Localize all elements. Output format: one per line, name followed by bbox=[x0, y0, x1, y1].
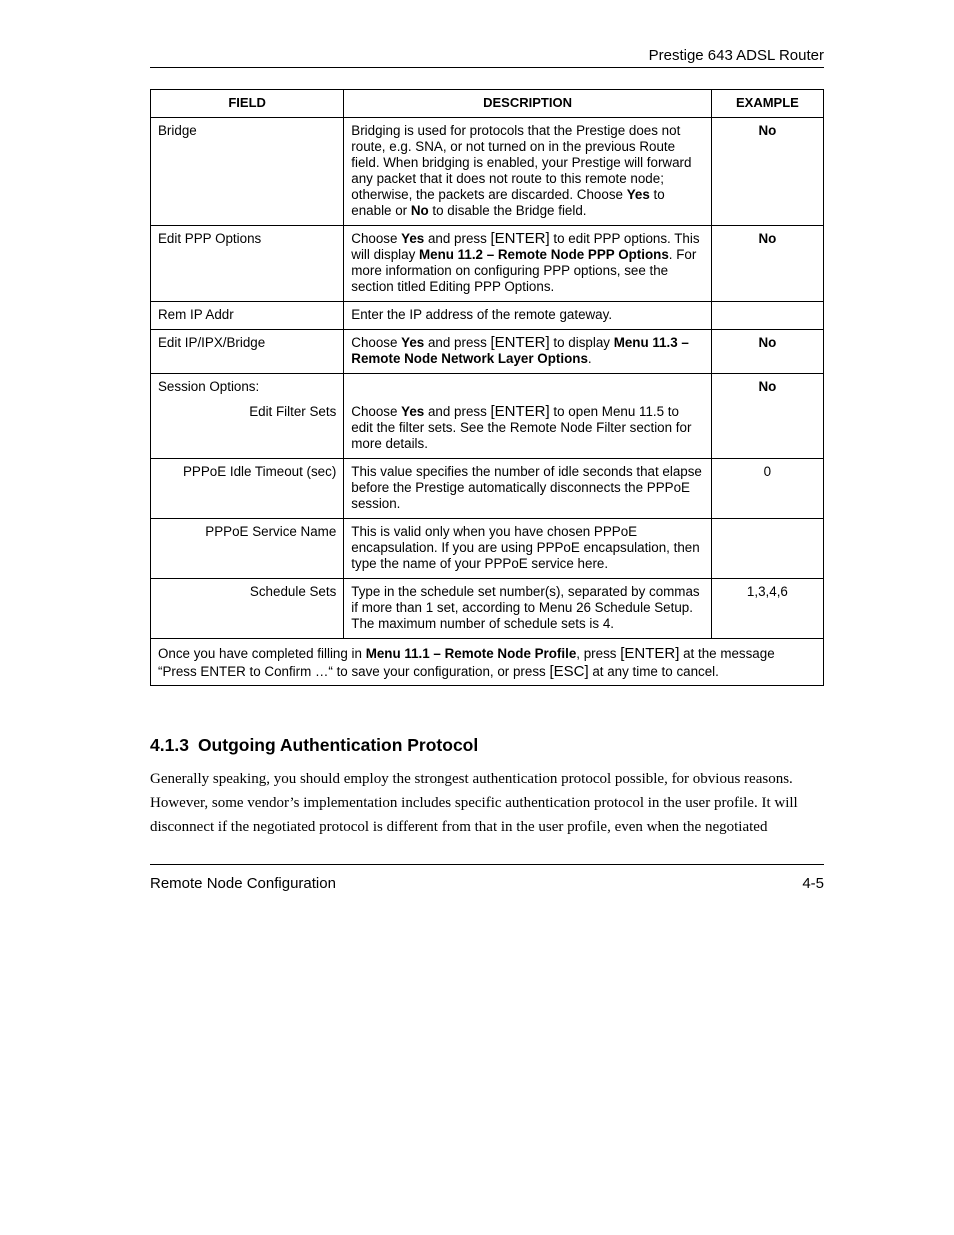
field-cell: Rem IP Addr bbox=[151, 302, 344, 330]
field-cell: Bridge bbox=[151, 118, 344, 226]
example-cell: No bbox=[711, 118, 823, 226]
field-cell: Edit PPP Options bbox=[151, 226, 344, 302]
column-header-field: FIELD bbox=[151, 90, 344, 118]
table-row bbox=[151, 302, 824, 330]
table-row bbox=[151, 459, 824, 519]
field-cell: Edit IP/IPX/Bridge bbox=[151, 330, 344, 374]
description-cell: Enter the IP address of the remote gateway. bbox=[344, 302, 712, 330]
description-cell: Type in the schedule set number(s), separated by commas if more than 1 set, according to Menu 26 Schedule Setup. The maximum number of schedule sets is 4. bbox=[344, 579, 712, 639]
table-row bbox=[151, 226, 824, 302]
example-cell bbox=[711, 519, 823, 579]
table-row bbox=[151, 118, 824, 226]
footer-page-number: 4-5 bbox=[802, 875, 824, 892]
field-description-table bbox=[150, 89, 824, 686]
field-cell: PPPoE Idle Timeout (sec) bbox=[151, 459, 344, 519]
section-title: Outgoing Authentication Protocol bbox=[197, 735, 479, 755]
table-row bbox=[151, 519, 824, 579]
page-footer bbox=[150, 864, 824, 894]
footer-chapter-title: Remote Node Configuration bbox=[150, 875, 336, 892]
description-cell: Choose Yes and press [ENTER] to open Menu 11.5 to edit the filter sets. See the Remote Node Filter section for more details. bbox=[344, 374, 712, 459]
header-title: Prestige 643 ADSL Router bbox=[648, 47, 824, 64]
section-number: 4.1.3 bbox=[150, 735, 189, 755]
field-cell: PPPoE Service Name bbox=[151, 519, 344, 579]
example-cell bbox=[711, 302, 823, 330]
description-cell: Bridging is used for protocols that the Prestige does not route, e.g. SNA, or not turned on in the previous Route field. When bridging is enabled, your Prestige will forward any packet that it does not route to this remote node; otherwise, the packets are discarded. Choose Yes to enable or No to disable the Bridge field. bbox=[344, 118, 712, 226]
sub-field-label: Edit Filter Sets bbox=[249, 404, 337, 419]
field-group-label: Session Options: bbox=[158, 379, 260, 394]
table-footer-note: Once you have completed filling in Menu 11.1 – Remote Node Profile, press [ENTER] at the message “Press ENTER to Confirm …“ to save your configuration, or press [ESC] at any time to cancel. bbox=[151, 639, 824, 686]
field-cell: Schedule Sets bbox=[151, 579, 344, 639]
page-header bbox=[150, 47, 824, 68]
field-cell bbox=[151, 374, 344, 459]
example-cell: No bbox=[711, 226, 823, 302]
table-header-row bbox=[151, 90, 824, 118]
section-body-paragraph: Generally speaking, you should employ the strongest authentication protocol possible, for obvious reasons. However, some vendor’s implementation includes specific authentication protocol in the user profile. It will disconnect if the negotiated protocol is different from that in the user profile, even when the negotiated bbox=[150, 771, 798, 835]
description-cell: Choose Yes and press [ENTER] to edit PPP options. This will display Menu 11.2 – Remote Node PPP Options. For more information on configuring PPP options, see the section titled Editing PPP Options. bbox=[344, 226, 712, 302]
table-row bbox=[151, 330, 824, 374]
example-cell: No bbox=[711, 330, 823, 374]
column-header-example: EXAMPLE bbox=[711, 90, 823, 118]
description-cell: Choose Yes and press [ENTER] to display Menu 11.3 – Remote Node Network Layer Options. bbox=[344, 330, 712, 374]
table-row bbox=[151, 374, 824, 459]
column-header-description: DESCRIPTION bbox=[344, 90, 712, 118]
table-row bbox=[151, 579, 824, 639]
description-cell: This value specifies the number of idle seconds that elapse before the Prestige automatically disconnects the PPPoE session. bbox=[344, 459, 712, 519]
example-cell: No bbox=[711, 374, 823, 459]
table-footer-row bbox=[151, 639, 824, 686]
example-cell: 0 bbox=[711, 459, 823, 519]
section-heading bbox=[150, 735, 478, 756]
example-cell: 1,3,4,6 bbox=[711, 579, 823, 639]
description-cell: This is valid only when you have chosen PPPoE encapsulation. If you are using PPPoE encapsulation, then type the name of your PPPoE service here. bbox=[344, 519, 712, 579]
